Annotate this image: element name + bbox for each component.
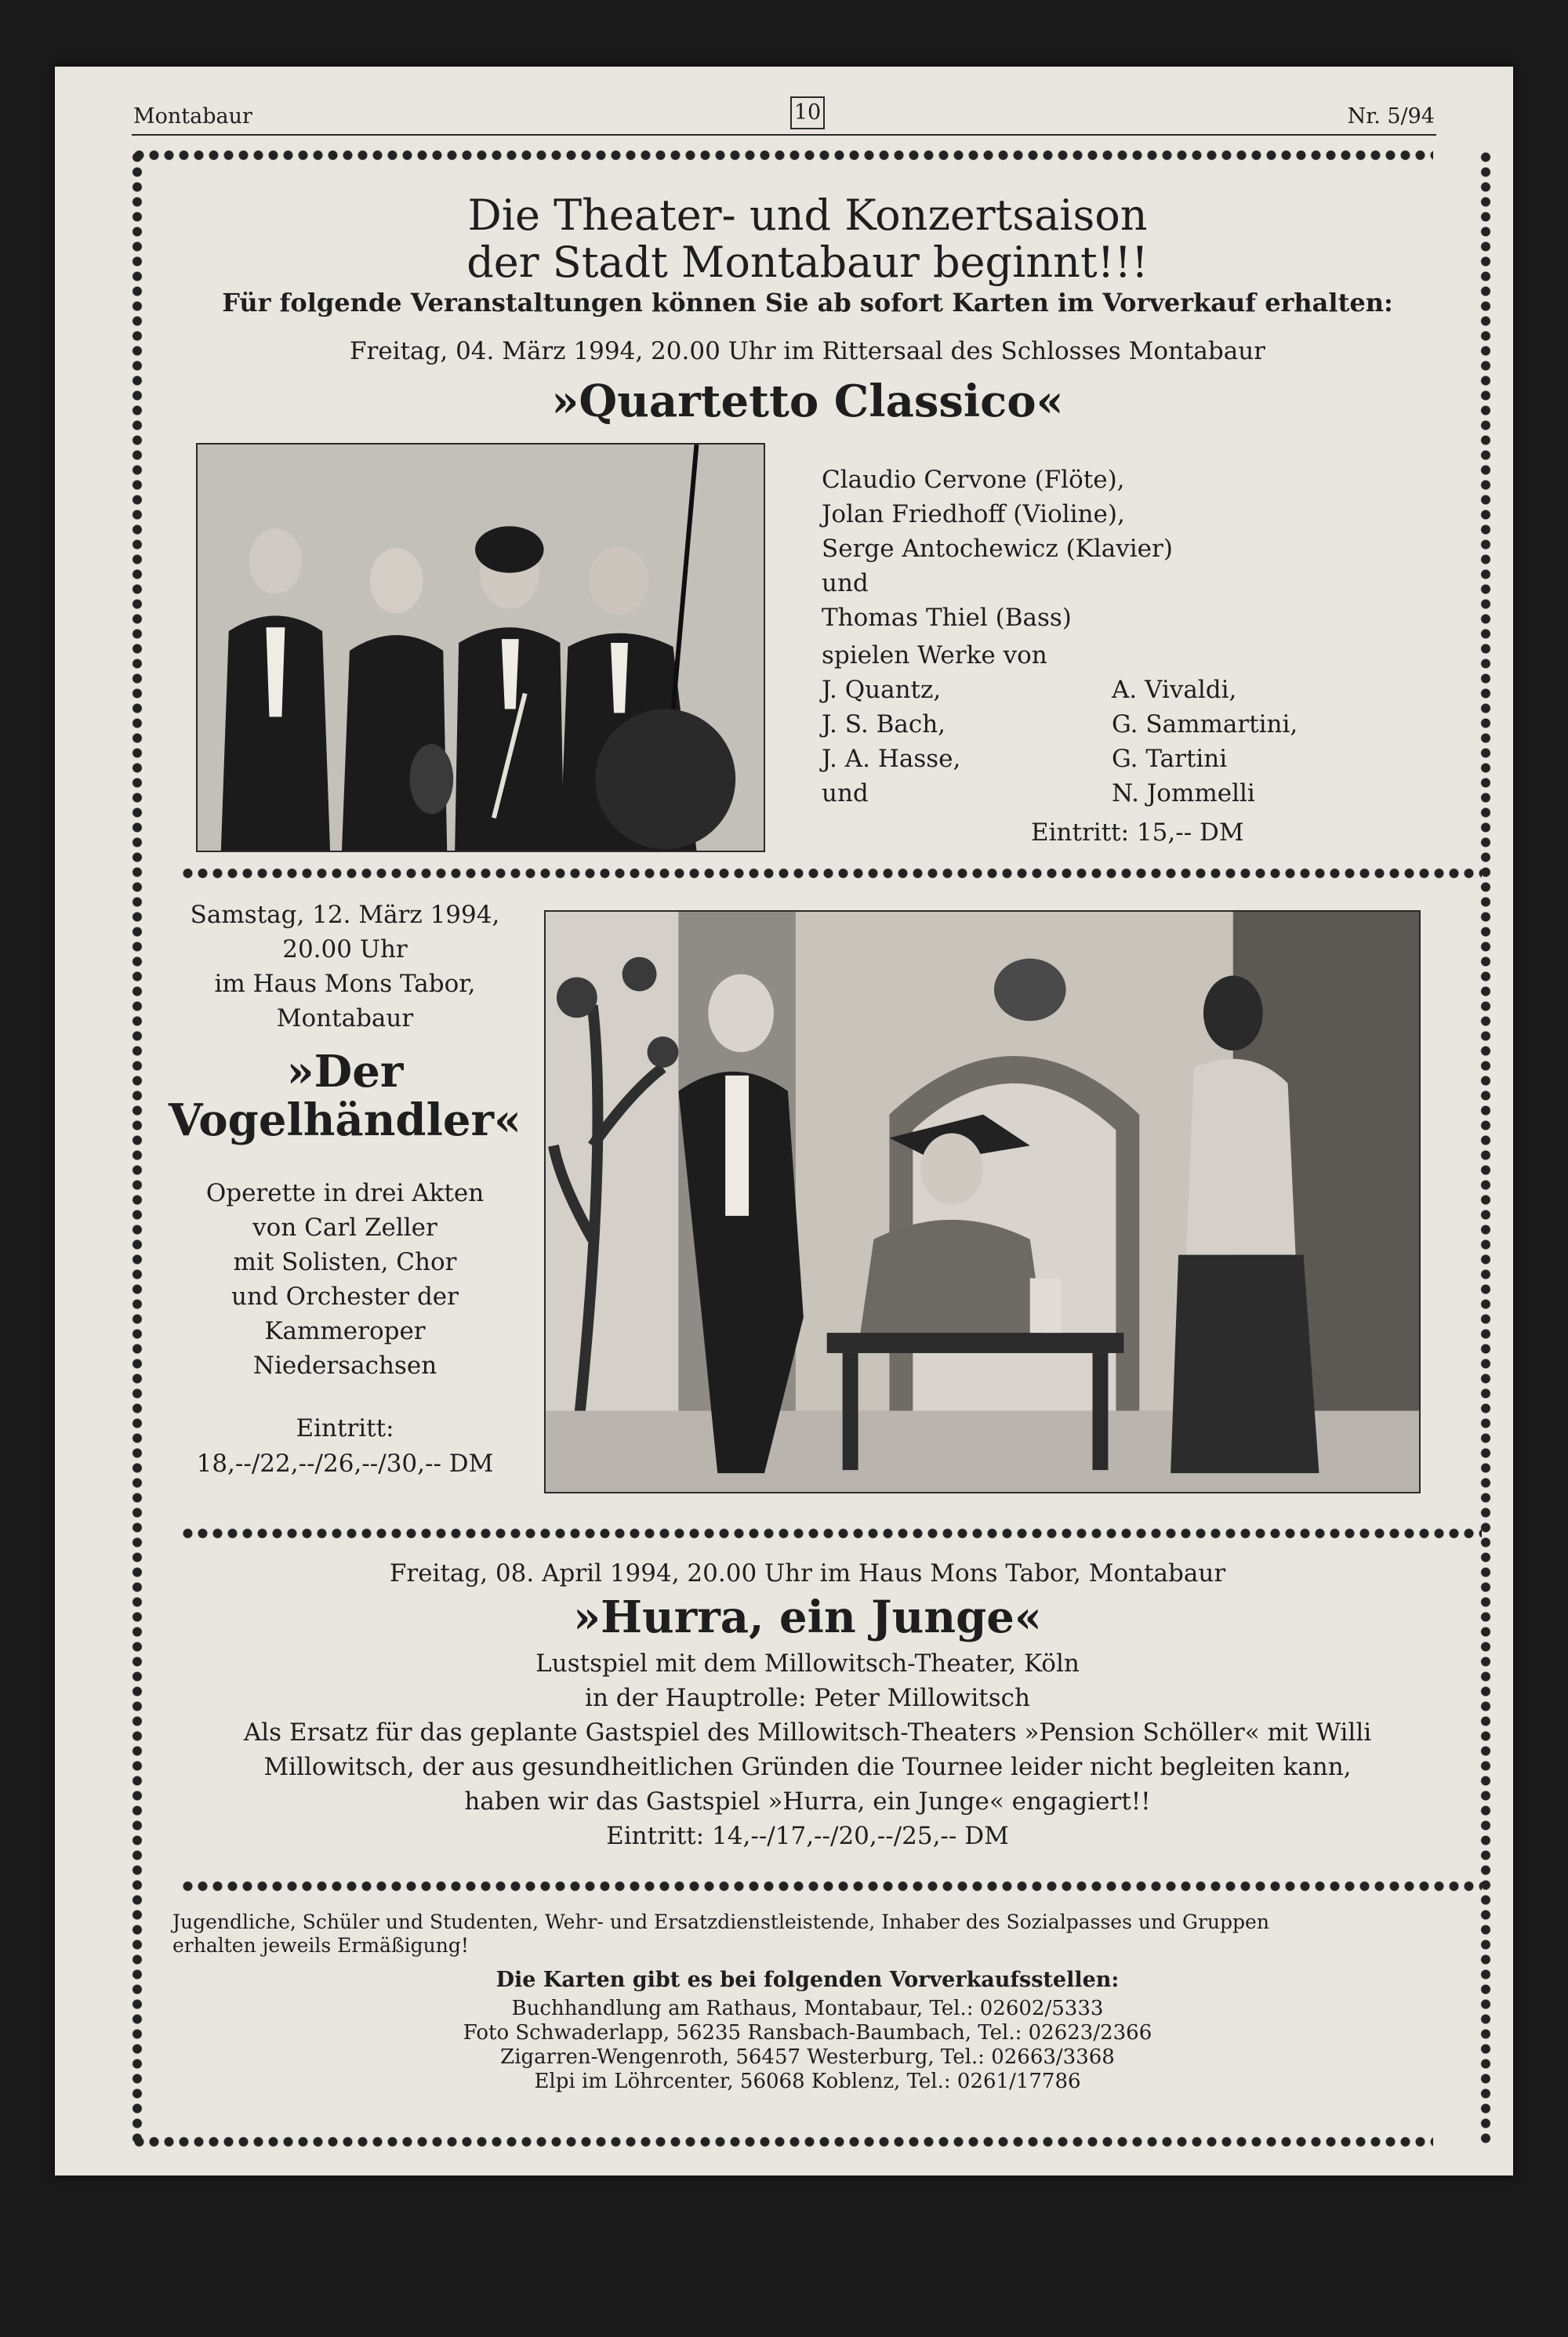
composer: J. Quantz, [822, 676, 942, 704]
event2-desc-line: Operette in drei Akten [205, 1179, 485, 1207]
event3-date: Freitag, 08. April 1994, 20.00 Uhr im Haus Mons Tabor, Montabaur [389, 1559, 1226, 1588]
event3-title: »Hurra, ein Junge« [573, 1591, 1042, 1643]
event1-composers-left [822, 673, 960, 811]
event2-desc-line: mit Solisten, Chor [233, 1248, 457, 1276]
frame-bottom-dots [132, 2136, 1433, 2147]
discount-line1: Jugendliche, Schüler und Studenten, Wehr- und Ersatzdienstleistende, Inhaber des Sozialpasses und Gruppen [172, 1911, 1269, 1933]
composer: G. Tartini [1112, 745, 1228, 773]
works-intro: spielen Werke von [822, 641, 1047, 670]
frame-right-dots [1480, 150, 1491, 2147]
composer: G. Sammartini, [1112, 710, 1298, 738]
composer: N. Jommelli [1112, 779, 1255, 807]
composer: und [822, 779, 869, 807]
performer-line: Claudio Cervone (Flöte), [822, 466, 1125, 494]
outlets-heading: Die Karten gibt es bei folgenden Vorverkaufsstellen: [495, 1968, 1120, 1992]
event2-admission-prices: 18,--/22,--/26,--/30,-- DM [196, 1450, 494, 1478]
newspaper-page [55, 67, 1513, 2176]
outlet-line: Elpi im Löhrcenter, 56068 Koblenz, Tel.: 0261/17786 [534, 2070, 1081, 2093]
event2-date-line: im Haus Mons Tabor, [214, 970, 476, 998]
outlet-line: Buchhandlung am Rathaus, Montabaur, Tel.: 02602/5333 [511, 1997, 1104, 2020]
performer-line: Serge Antochewicz (Klavier) [822, 535, 1173, 563]
event2-desc-line: Niedersachsen [252, 1352, 437, 1380]
intro-subtitle: Für folgende Veranstaltungen können Sie ab sofort Karten im Vorverkauf erhalten: [222, 288, 1393, 318]
event3-admission: Eintritt: 14,--/17,--/20,--/25,-- DM [606, 1822, 1009, 1850]
separator-3 [180, 1881, 1482, 1892]
event3-line: Als Ersatz für das geplante Gastspiel des Millowitsch-Theaters »Pension Schöller« mit Willi [243, 1718, 1372, 1747]
event2-admission-label: Eintritt: [296, 1414, 394, 1442]
header-issue: Nr. 5/94 [1347, 104, 1435, 129]
outlet-line: Foto Schwaderlapp, 56235 Ransbach-Baumbach, Tel.: 02623/2366 [463, 2021, 1152, 2045]
intro-title-line2: der Stadt Montabaur beginnt!!! [466, 238, 1149, 287]
event2-date-line: 20.00 Uhr [282, 935, 408, 963]
event3-line: Lustspiel mit dem Millowitsch-Theater, Köln [535, 1649, 1080, 1678]
event1-title: »Quartetto Classico« [551, 376, 1064, 427]
frame-left-dots [132, 150, 143, 2147]
composer: J. S. Bach, [822, 710, 946, 738]
event2-desc-line: und Orchester der [231, 1283, 459, 1311]
performer-line: und [822, 569, 869, 597]
event3-line: Millowitsch, der aus gesundheitlichen Gründen die Tournee leider nicht begleiten kann, [263, 1753, 1352, 1781]
event2-date [172, 898, 517, 1036]
header-town: Montabaur [133, 104, 252, 129]
header-rule [132, 134, 1436, 136]
event2-title-line2: Vogelhändler« [169, 1094, 521, 1146]
performer-line: Thomas Thiel (Bass) [822, 604, 1072, 632]
outlets-list [157, 1997, 1458, 2094]
quartet-photo [196, 443, 765, 852]
performer-line: Jolan Friedhoff (Violine), [822, 500, 1125, 528]
event2-date-line: Montabaur [276, 1004, 414, 1032]
event3-line: haben wir das Gastspiel »Hurra, ein Junge« engagiert!! [464, 1787, 1151, 1816]
discount-line2: erhalten jeweils Ermäßigung! [172, 1934, 469, 1957]
event2-description [172, 1176, 517, 1383]
event2-title-line1: »Der [286, 1046, 404, 1098]
frame-top-dots [132, 150, 1433, 161]
intro-title-line1: Die Theater- und Konzertsaison [467, 191, 1148, 240]
composer: J. A. Hasse, [822, 745, 961, 773]
header-page-number: 10 [790, 96, 825, 129]
event2-desc-line: Kammeroper [264, 1317, 426, 1345]
operetta-photo [544, 910, 1421, 1493]
separator-1 [180, 868, 1482, 879]
event2-date-line: Samstag, 12. März 1994, [190, 901, 500, 929]
event1-date: Freitag, 04. März 1994, 20.00 Uhr im Rittersaal des Schlosses Montabaur [349, 337, 1265, 365]
outlet-line: Zigarren-Wengenroth, 56457 Westerburg, Tel.: 02663/3368 [500, 2045, 1115, 2069]
event1-composers-right [1112, 673, 1298, 811]
event3-line: in der Hauptrolle: Peter Millowitsch [585, 1684, 1030, 1712]
composer: A. Vivaldi, [1112, 676, 1237, 704]
event1-admission: Eintritt: 15,-- DM [1031, 818, 1244, 847]
separator-2 [180, 1528, 1482, 1539]
event2-desc-line: von Carl Zeller [252, 1214, 437, 1242]
event1-performers [822, 463, 1173, 673]
event3-lines [157, 1646, 1458, 1853]
